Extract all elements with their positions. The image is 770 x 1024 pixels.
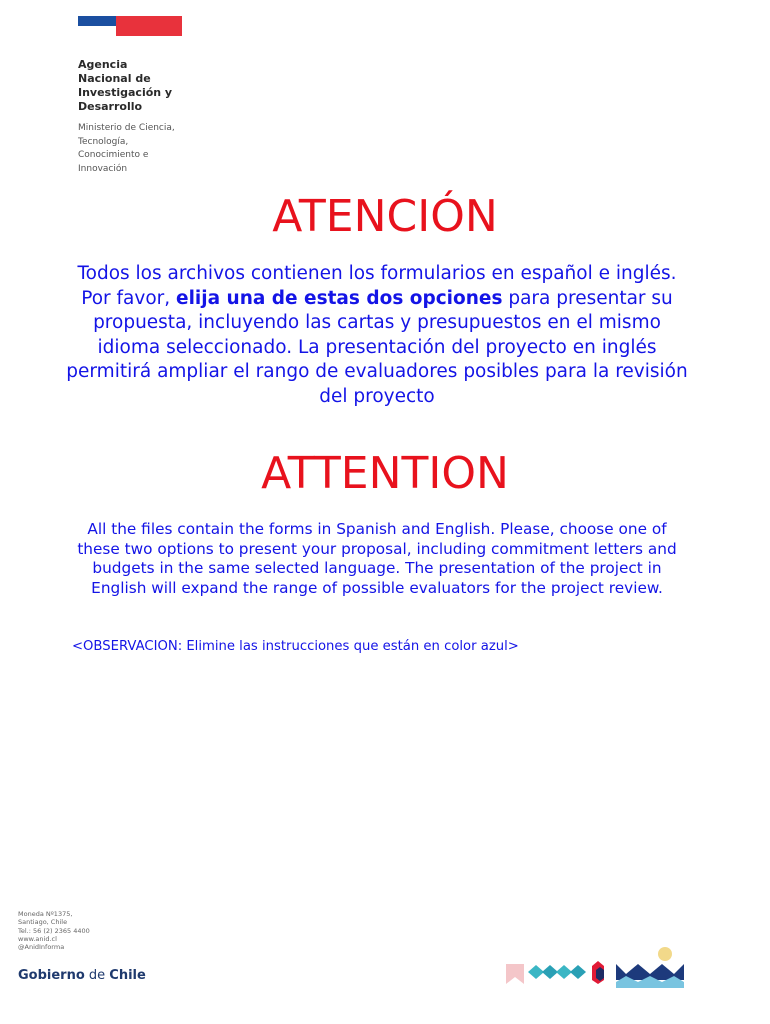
agency-name-line: Nacional de: [78, 72, 151, 85]
agency-name-line: Agencia: [78, 58, 128, 71]
anid-brand-graphic: [504, 944, 690, 990]
spanish-paragraph: [62, 262, 692, 410]
address-line: @AnidInforma: [18, 943, 65, 952]
yellow-sun-shape: [658, 947, 672, 961]
footer-address: [18, 910, 90, 951]
address-line: Moneda Nº1375,: [18, 910, 73, 918]
ministry-name: [78, 122, 218, 176]
de-word: de: [84, 968, 110, 983]
gobierno-de-chile-logo: [18, 968, 146, 984]
pink-bookmark-shape: [506, 964, 524, 984]
teal-diamond-shape: [528, 965, 544, 979]
agency-name-line: Investigación y: [78, 86, 173, 99]
light-blue-wave-shape: [616, 976, 684, 988]
address-line: Tel.: 56 (2) 2365 4400: [18, 926, 90, 935]
spanish-text-end: para presentar su propuesta, incluyendo las cartas y presupuestos en el mismo idioma seleccionado. La presentación del proyecto en inglés permitirá ampliar el rango de evaluadores posibles para la revisión del proyecto: [66, 287, 688, 407]
agency-name: [78, 58, 218, 114]
address-line: Santiago, Chile: [18, 918, 68, 927]
address-line: www.anid.cl: [18, 934, 57, 943]
ministry-line: Ministerio de Ciencia,: [78, 123, 175, 133]
chile-flag-logo: [78, 16, 182, 36]
teal-diamond-shape: [570, 965, 586, 979]
teal-diamond-shape: [542, 965, 558, 979]
gobierno-word: Gobierno: [18, 968, 85, 983]
ministry-line: Innovación: [78, 163, 128, 174]
spanish-text-start: Todos los archivos contienen los formularios en español e inglés. Por favor,: [77, 263, 677, 309]
spanish-heading: ATENCIÓN: [272, 191, 498, 242]
ministry-line: Tecnología,: [78, 136, 129, 147]
agency-name-line: Desarrollo: [78, 100, 143, 113]
english-paragraph: All the files contain the forms in Spanish and English. Please, choose one of these two options to present your proposal, including commitment letters and budgets in the same selected language. The presentation of the project in English will expand the range of possible evaluators for the project review.: [77, 520, 677, 598]
english-heading: ATTENTION: [261, 448, 509, 499]
agency-logo-text: [78, 58, 218, 176]
observation-note: <OBSERVACION: Elimine las instrucciones que están en color azul>: [72, 639, 519, 654]
spanish-text-emphasis: elija una de estas dos opciones: [176, 287, 503, 309]
teal-diamond-shape: [556, 965, 572, 979]
chile-word: Chile: [109, 968, 146, 983]
ministry-line: Conocimiento e: [78, 150, 149, 160]
